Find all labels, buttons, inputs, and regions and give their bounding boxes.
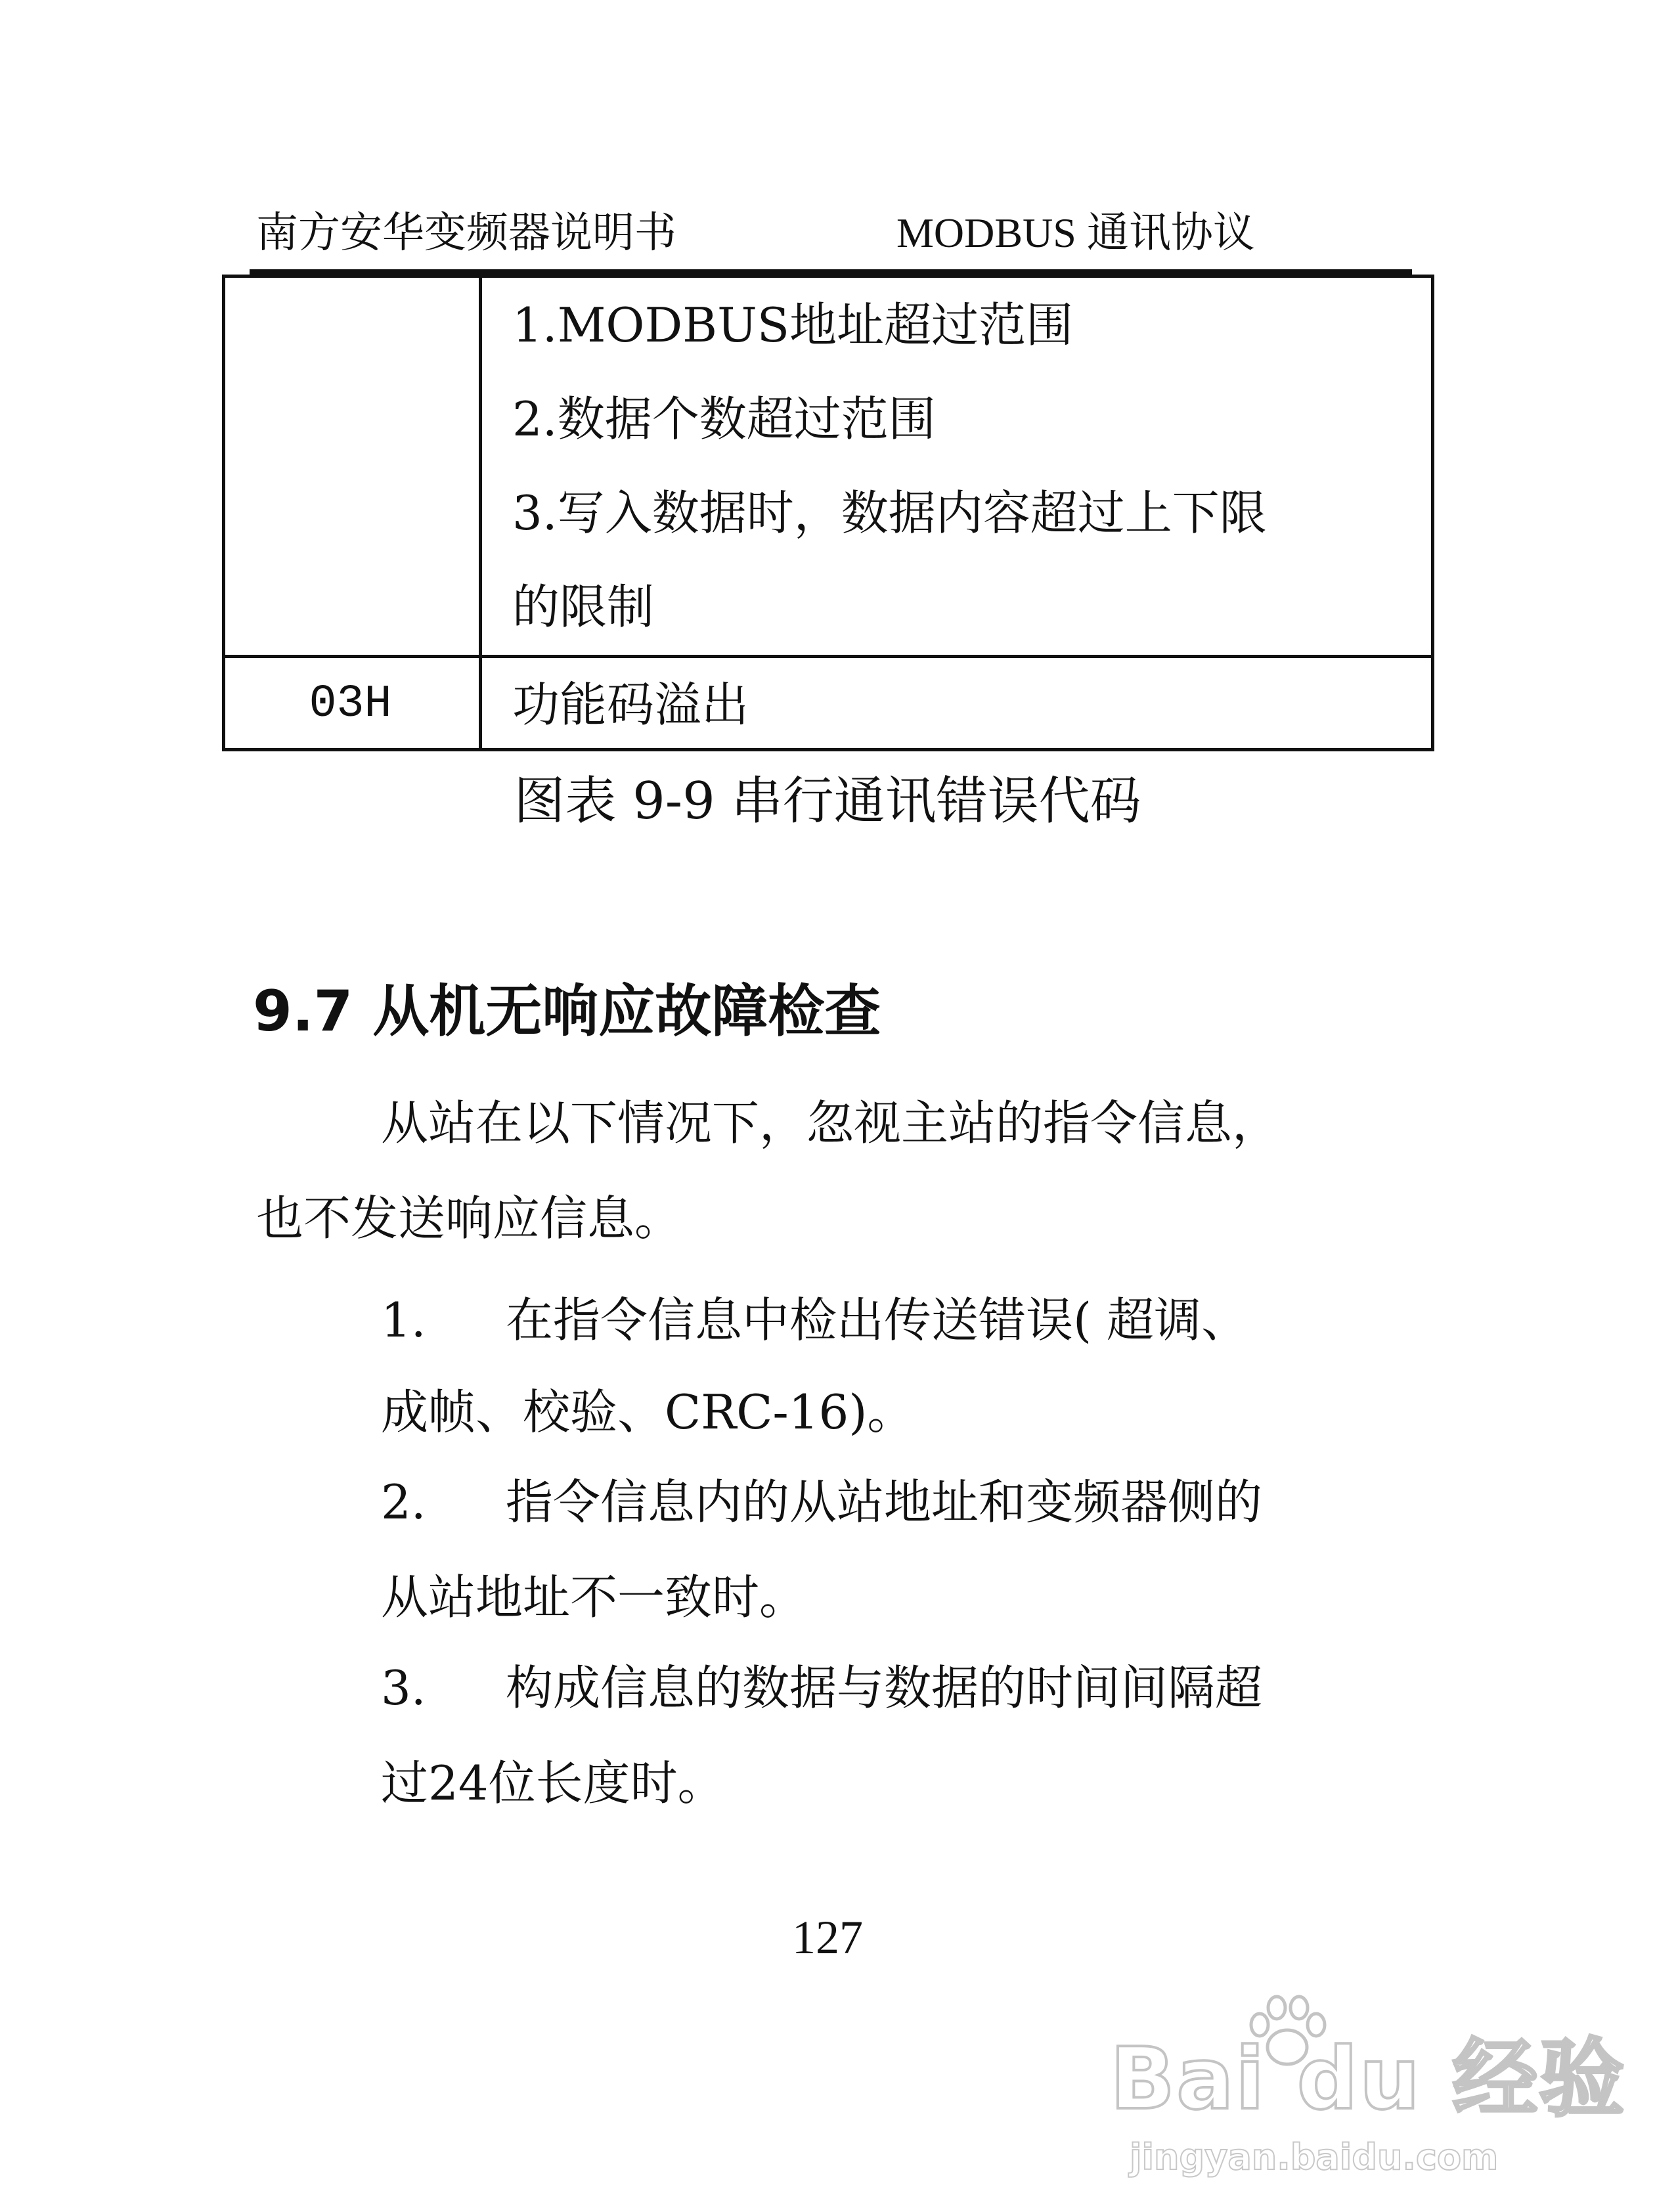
list-item-text: 从站地址不一致时。 <box>381 1570 807 1625</box>
table-cell-line: 3.写入数据时，数据内容超过上下限 <box>512 485 1267 541</box>
list-item-text: 过24位长度时。 <box>381 1756 725 1811</box>
watermark-logo-text: Bai du 经验 <box>1110 2029 1626 2129</box>
list-item-text: 成帧、校验、CRC-16)。 <box>381 1384 915 1440</box>
list-item-number: 1. <box>381 1293 426 1348</box>
table-cell-line: 的限制 <box>512 579 655 634</box>
list-item-text: 构成信息的数据与数据的时间间隔超 <box>506 1660 1263 1715</box>
table-cell-line: 2.数据个数超过范围 <box>512 391 936 447</box>
section-heading: 9.7 从机无响应故障检查 <box>253 979 881 1044</box>
table-row-divider <box>222 655 1434 658</box>
list-item-number: 3. <box>381 1660 426 1715</box>
list-item-text: 在指令信息中检出传送错误( 超调、 <box>506 1293 1248 1348</box>
list-item-number: 2. <box>381 1474 426 1530</box>
list-item-text: 指令信息内的从站地址和变频器侧的 <box>506 1474 1263 1530</box>
page-number: 127 <box>792 1911 863 1964</box>
watermark-url: jingyan.baidu.com <box>1130 2136 1499 2178</box>
table-cell-code: 03H <box>309 678 392 730</box>
table-cell-line: 功能码溢出 <box>512 677 749 732</box>
table-column-divider <box>479 275 482 751</box>
intro-line: 也不发送响应信息。 <box>256 1191 682 1246</box>
header-section-title: MODBUS 通讯协议 <box>896 210 1255 256</box>
intro-line: 从站在以下情况下，忽视主站的指令信息， <box>381 1095 1280 1151</box>
paw-icon <box>1241 1993 1333 2072</box>
header-doc-title: 南方安华变频器说明书 <box>256 209 676 257</box>
baidu-jingyan-watermark <box>1110 1993 1626 2184</box>
table-cell-line: 1.MODBUS地址超过范围 <box>512 298 1074 353</box>
table-caption: 图表 9-9 串行通讯错误代码 <box>514 772 1141 831</box>
